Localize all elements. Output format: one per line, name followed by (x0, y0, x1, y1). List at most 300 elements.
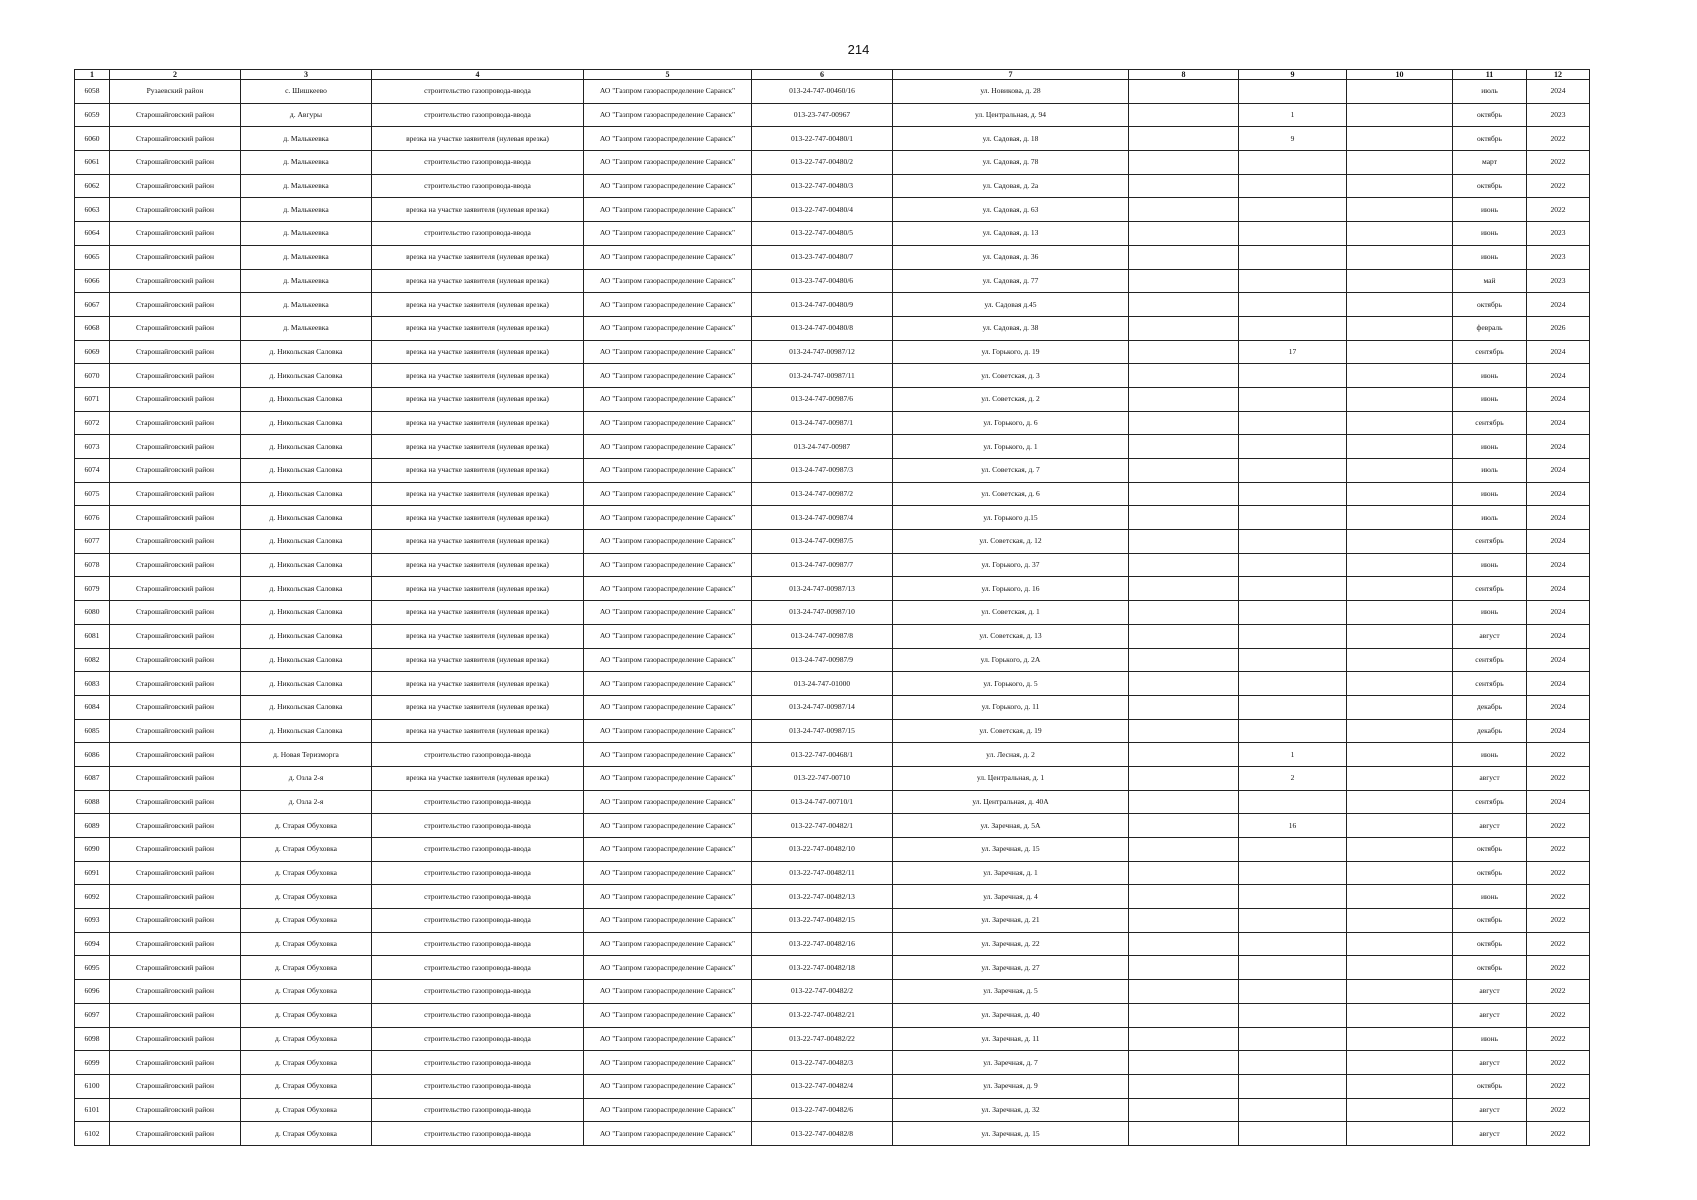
cell-settlement: д. Старая Обуховка (241, 814, 372, 838)
column-header-4: 4 (372, 70, 584, 80)
cell-col-9 (1239, 838, 1347, 862)
table-row (75, 435, 1590, 459)
cell-settlement: д. Малькеевка (241, 269, 372, 293)
cell-address: ул. Заречная, д. 21 (893, 909, 1129, 933)
table-row (75, 577, 1590, 601)
cell-month: сентябрь (1453, 672, 1527, 696)
cell-col-9 (1239, 269, 1347, 293)
cell-settlement: д. Старая Обуховка (241, 980, 372, 1004)
table-row (75, 719, 1590, 743)
cell-year: 2023 (1527, 222, 1590, 246)
cell-address: ул. Заречная, д. 15 (893, 838, 1129, 862)
cell-month: октябрь (1453, 127, 1527, 151)
cell-application-number: 013-22-747-00482/1 (752, 814, 893, 838)
cell-settlement: д. Малькеевка (241, 198, 372, 222)
cell-organization: АО "Газпром газораспределение Саранск" (584, 387, 752, 411)
cell-col-10 (1347, 387, 1453, 411)
cell-year: 2022 (1527, 861, 1590, 885)
cell-address: ул. Садовая, д. 13 (893, 222, 1129, 246)
cell-district: Старошайговский район (110, 909, 241, 933)
cell-address: ул. Заречная, д. 22 (893, 932, 1129, 956)
cell-address: ул. Горького, д. 6 (893, 411, 1129, 435)
cell-col-8 (1129, 1122, 1239, 1146)
cell-district: Старошайговский район (110, 269, 241, 293)
cell-address: ул. Садовая, д. 78 (893, 151, 1129, 175)
cell-organization: АО "Газпром газораспределение Саранск" (584, 956, 752, 980)
cell-settlement: д. Никольская Саловка (241, 340, 372, 364)
cell-year: 2023 (1527, 269, 1590, 293)
cell-district: Старошайговский район (110, 743, 241, 767)
cell-address: ул. Горького, д. 1 (893, 435, 1129, 459)
cell-organization: АО "Газпром газораспределение Саранск" (584, 530, 752, 554)
cell-work-type: врезка на участке заявителя (нулевая врезка) (372, 695, 584, 719)
column-header-8: 8 (1129, 70, 1239, 80)
cell-settlement: д. Старая Обуховка (241, 1074, 372, 1098)
table-row (75, 956, 1590, 980)
cell-row-number: 6070 (75, 364, 110, 388)
cell-year: 2024 (1527, 482, 1590, 506)
cell-organization: АО "Газпром газораспределение Саранск" (584, 790, 752, 814)
cell-year: 2022 (1527, 1122, 1590, 1146)
cell-month: июнь (1453, 245, 1527, 269)
table-row (75, 198, 1590, 222)
cell-application-number: 013-22-747-00482/3 (752, 1051, 893, 1075)
cell-year: 2024 (1527, 790, 1590, 814)
cell-col-9 (1239, 956, 1347, 980)
cell-month: июнь (1453, 885, 1527, 909)
table-row (75, 411, 1590, 435)
cell-work-type: врезка на участке заявителя (нулевая врезка) (372, 719, 584, 743)
table-row (75, 530, 1590, 554)
cell-application-number: 013-22-747-00482/13 (752, 885, 893, 909)
cell-col-10 (1347, 482, 1453, 506)
cell-address: ул. Советская, д. 7 (893, 459, 1129, 483)
cell-year: 2022 (1527, 174, 1590, 198)
cell-district: Старошайговский район (110, 245, 241, 269)
cell-col-8 (1129, 198, 1239, 222)
register-table (74, 69, 1590, 1146)
cell-organization: АО "Газпром газораспределение Саранск" (584, 601, 752, 625)
cell-month: сентябрь (1453, 411, 1527, 435)
cell-work-type: строительство газопровода-ввода (372, 980, 584, 1004)
cell-col-8 (1129, 861, 1239, 885)
cell-work-type: врезка на участке заявителя (нулевая врезка) (372, 482, 584, 506)
cell-col-10 (1347, 1122, 1453, 1146)
cell-settlement: д. Никольская Саловка (241, 482, 372, 506)
cell-col-8 (1129, 482, 1239, 506)
cell-col-8 (1129, 316, 1239, 340)
column-header-3: 3 (241, 70, 372, 80)
cell-work-type: строительство газопровода-ввода (372, 222, 584, 246)
cell-month: июль (1453, 506, 1527, 530)
cell-district: Старошайговский район (110, 364, 241, 388)
table-row (75, 1074, 1590, 1098)
cell-row-number: 6080 (75, 601, 110, 625)
cell-settlement: д. Старая Обуховка (241, 885, 372, 909)
cell-application-number: 013-24-747-00987/4 (752, 506, 893, 530)
cell-col-10 (1347, 364, 1453, 388)
cell-address: ул. Заречная, д. 40 (893, 1003, 1129, 1027)
table-row (75, 222, 1590, 246)
cell-organization: АО "Газпром газораспределение Саранск" (584, 1027, 752, 1051)
cell-work-type: врезка на участке заявителя (нулевая врезка) (372, 387, 584, 411)
cell-district: Старошайговский район (110, 174, 241, 198)
cell-settlement: д. Старая Обуховка (241, 1027, 372, 1051)
cell-address: ул. Заречная, д. 9 (893, 1074, 1129, 1098)
cell-year: 2024 (1527, 553, 1590, 577)
cell-settlement: д. Старая Обуховка (241, 909, 372, 933)
cell-col-9 (1239, 1051, 1347, 1075)
table-row (75, 127, 1590, 151)
cell-col-10 (1347, 1051, 1453, 1075)
cell-settlement: д. Никольская Саловка (241, 601, 372, 625)
cell-district: Старошайговский район (110, 222, 241, 246)
cell-col-9: 1 (1239, 743, 1347, 767)
cell-month: июнь (1453, 743, 1527, 767)
cell-year: 2024 (1527, 648, 1590, 672)
cell-work-type: строительство газопровода-ввода (372, 909, 584, 933)
cell-work-type: врезка на участке заявителя (нулевая врезка) (372, 459, 584, 483)
cell-col-10 (1347, 790, 1453, 814)
cell-col-9 (1239, 459, 1347, 483)
cell-organization: АО "Газпром газораспределение Саранск" (584, 245, 752, 269)
cell-col-10 (1347, 1098, 1453, 1122)
cell-col-8 (1129, 814, 1239, 838)
cell-district: Старошайговский район (110, 601, 241, 625)
cell-application-number: 013-23-747-00480/7 (752, 245, 893, 269)
cell-row-number: 6066 (75, 269, 110, 293)
table-body (75, 80, 1590, 1146)
cell-row-number: 6094 (75, 932, 110, 956)
cell-month: август (1453, 1122, 1527, 1146)
cell-district: Старошайговский район (110, 885, 241, 909)
cell-row-number: 6077 (75, 530, 110, 554)
cell-address: ул. Заречная, д. 32 (893, 1098, 1129, 1122)
cell-work-type: строительство газопровода-ввода (372, 790, 584, 814)
cell-address: ул. Советская, д. 3 (893, 364, 1129, 388)
cell-application-number: 013-24-747-00987 (752, 435, 893, 459)
table-row (75, 766, 1590, 790)
cell-settlement: д. Никольская Саловка (241, 435, 372, 459)
cell-month: июнь (1453, 387, 1527, 411)
column-header-7: 7 (893, 70, 1129, 80)
cell-row-number: 6069 (75, 340, 110, 364)
cell-col-8 (1129, 340, 1239, 364)
cell-col-9 (1239, 909, 1347, 933)
cell-application-number: 013-22-747-00482/6 (752, 1098, 893, 1122)
cell-district: Старошайговский район (110, 411, 241, 435)
cell-col-10 (1347, 814, 1453, 838)
cell-work-type: врезка на участке заявителя (нулевая врезка) (372, 624, 584, 648)
header-row (75, 70, 1590, 80)
cell-row-number: 6071 (75, 387, 110, 411)
cell-month: июнь (1453, 364, 1527, 388)
cell-organization: АО "Газпром газораспределение Саранск" (584, 459, 752, 483)
cell-month: октябрь (1453, 838, 1527, 862)
cell-work-type: врезка на участке заявителя (нулевая врезка) (372, 245, 584, 269)
cell-address: ул. Горького, д. 2А (893, 648, 1129, 672)
cell-year: 2022 (1527, 127, 1590, 151)
cell-year: 2022 (1527, 1051, 1590, 1075)
cell-year: 2024 (1527, 624, 1590, 648)
cell-col-8 (1129, 459, 1239, 483)
cell-address: ул. Садовая, д. 2а (893, 174, 1129, 198)
cell-settlement: д. Никольская Саловка (241, 459, 372, 483)
cell-row-number: 6064 (75, 222, 110, 246)
cell-application-number: 013-24-747-00987/13 (752, 577, 893, 601)
cell-month: июль (1453, 80, 1527, 104)
cell-col-8 (1129, 601, 1239, 625)
cell-address: ул. Заречная, д. 15 (893, 1122, 1129, 1146)
cell-organization: АО "Газпром газораспределение Саранск" (584, 814, 752, 838)
cell-col-8 (1129, 624, 1239, 648)
table-row (75, 885, 1590, 909)
cell-settlement: д. Никольская Саловка (241, 695, 372, 719)
cell-settlement: д. Озла 2-я (241, 766, 372, 790)
cell-settlement: д. Озла 2-я (241, 790, 372, 814)
table-row (75, 980, 1590, 1004)
cell-col-8 (1129, 790, 1239, 814)
cell-address: ул. Советская, д. 12 (893, 530, 1129, 554)
table-row (75, 151, 1590, 175)
cell-organization: АО "Газпром газораспределение Саранск" (584, 293, 752, 317)
cell-organization: АО "Газпром газораспределение Саранск" (584, 909, 752, 933)
cell-district: Старошайговский район (110, 459, 241, 483)
cell-organization: АО "Газпром газораспределение Саранск" (584, 80, 752, 104)
table-row (75, 269, 1590, 293)
cell-work-type: строительство газопровода-ввода (372, 151, 584, 175)
column-header-9: 9 (1239, 70, 1347, 80)
cell-year: 2024 (1527, 459, 1590, 483)
column-header-11: 11 (1453, 70, 1527, 80)
table-row (75, 174, 1590, 198)
cell-month: июнь (1453, 553, 1527, 577)
cell-row-number: 6059 (75, 103, 110, 127)
cell-district: Старошайговский район (110, 648, 241, 672)
cell-settlement: д. Старая Обуховка (241, 1098, 372, 1122)
cell-work-type: врезка на участке заявителя (нулевая врезка) (372, 577, 584, 601)
cell-address: ул. Заречная, д. 4 (893, 885, 1129, 909)
cell-work-type: строительство газопровода-ввода (372, 80, 584, 104)
cell-year: 2026 (1527, 316, 1590, 340)
cell-row-number: 6075 (75, 482, 110, 506)
cell-application-number: 013-24-747-00480/8 (752, 316, 893, 340)
cell-settlement: д. Новая Теризморга (241, 743, 372, 767)
cell-month: август (1453, 1098, 1527, 1122)
table-row (75, 601, 1590, 625)
cell-application-number: 013-24-747-00987/10 (752, 601, 893, 625)
cell-address: ул. Заречная, д. 1 (893, 861, 1129, 885)
cell-organization: АО "Газпром газораспределение Саранск" (584, 411, 752, 435)
cell-col-8 (1129, 766, 1239, 790)
cell-year: 2024 (1527, 411, 1590, 435)
cell-col-8 (1129, 435, 1239, 459)
cell-work-type: строительство газопровода-ввода (372, 174, 584, 198)
cell-col-9 (1239, 80, 1347, 104)
cell-row-number: 6083 (75, 672, 110, 696)
cell-district: Старошайговский район (110, 103, 241, 127)
cell-work-type: врезка на участке заявителя (нулевая врезка) (372, 364, 584, 388)
cell-month: сентябрь (1453, 577, 1527, 601)
column-header-10: 10 (1347, 70, 1453, 80)
cell-col-10 (1347, 1003, 1453, 1027)
cell-work-type: врезка на участке заявителя (нулевая врезка) (372, 316, 584, 340)
cell-col-9 (1239, 577, 1347, 601)
cell-year: 2022 (1527, 1074, 1590, 1098)
cell-work-type: врезка на участке заявителя (нулевая врезка) (372, 293, 584, 317)
cell-col-10 (1347, 932, 1453, 956)
cell-address: ул. Лесная, д. 2 (893, 743, 1129, 767)
table-row (75, 695, 1590, 719)
cell-district: Старошайговский район (110, 719, 241, 743)
cell-district: Старошайговский район (110, 127, 241, 151)
cell-col-8 (1129, 411, 1239, 435)
cell-organization: АО "Газпром газораспределение Саранск" (584, 174, 752, 198)
cell-row-number: 6096 (75, 980, 110, 1004)
cell-application-number: 013-22-747-00480/3 (752, 174, 893, 198)
cell-month: июнь (1453, 222, 1527, 246)
cell-district: Старошайговский район (110, 1098, 241, 1122)
cell-row-number: 6076 (75, 506, 110, 530)
table-row (75, 293, 1590, 317)
cell-work-type: врезка на участке заявителя (нулевая врезка) (372, 648, 584, 672)
cell-address: ул. Садовая, д. 36 (893, 245, 1129, 269)
cell-month: август (1453, 624, 1527, 648)
cell-work-type: строительство газопровода-ввода (372, 814, 584, 838)
cell-application-number: 013-22-747-00482/2 (752, 980, 893, 1004)
cell-district: Старошайговский район (110, 530, 241, 554)
cell-district: Старошайговский район (110, 980, 241, 1004)
cell-col-8 (1129, 553, 1239, 577)
table-row (75, 1122, 1590, 1146)
cell-col-8 (1129, 1027, 1239, 1051)
cell-application-number: 013-22-747-00482/4 (752, 1074, 893, 1098)
cell-settlement: д. Никольская Саловка (241, 506, 372, 530)
cell-address: ул. Заречная, д. 5А (893, 814, 1129, 838)
cell-organization: АО "Газпром газораспределение Саранск" (584, 577, 752, 601)
table-row (75, 648, 1590, 672)
cell-year: 2024 (1527, 435, 1590, 459)
cell-year: 2024 (1527, 601, 1590, 625)
cell-month: октябрь (1453, 932, 1527, 956)
cell-work-type: врезка на участке заявителя (нулевая врезка) (372, 530, 584, 554)
cell-application-number: 013-22-747-00480/5 (752, 222, 893, 246)
cell-row-number: 6087 (75, 766, 110, 790)
cell-col-10 (1347, 530, 1453, 554)
cell-organization: АО "Газпром газораспределение Саранск" (584, 861, 752, 885)
cell-address: ул. Садовая, д. 77 (893, 269, 1129, 293)
cell-col-10 (1347, 411, 1453, 435)
cell-application-number: 013-24-747-00987/5 (752, 530, 893, 554)
table-row (75, 316, 1590, 340)
table-row (75, 624, 1590, 648)
cell-col-10 (1347, 506, 1453, 530)
column-header-2: 2 (110, 70, 241, 80)
cell-year: 2022 (1527, 980, 1590, 1004)
cell-month: август (1453, 1051, 1527, 1075)
cell-col-8 (1129, 909, 1239, 933)
cell-district: Старошайговский район (110, 293, 241, 317)
cell-col-8 (1129, 222, 1239, 246)
cell-address: ул. Горького, д. 16 (893, 577, 1129, 601)
cell-col-9 (1239, 245, 1347, 269)
cell-col-10 (1347, 103, 1453, 127)
cell-year: 2024 (1527, 293, 1590, 317)
cell-address: ул. Советская, д. 13 (893, 624, 1129, 648)
cell-work-type: строительство газопровода-ввода (372, 1098, 584, 1122)
cell-address: ул. Советская, д. 1 (893, 601, 1129, 625)
cell-application-number: 013-23-747-00480/6 (752, 269, 893, 293)
cell-organization: АО "Газпром газораспределение Саранск" (584, 932, 752, 956)
cell-work-type: строительство газопровода-ввода (372, 1051, 584, 1075)
cell-work-type: врезка на участке заявителя (нулевая врезка) (372, 672, 584, 696)
cell-row-number: 6079 (75, 577, 110, 601)
cell-month: сентябрь (1453, 648, 1527, 672)
cell-organization: АО "Газпром газораспределение Саранск" (584, 1003, 752, 1027)
cell-col-10 (1347, 838, 1453, 862)
cell-application-number: 013-22-747-00482/21 (752, 1003, 893, 1027)
cell-application-number: 013-22-747-00482/16 (752, 932, 893, 956)
cell-application-number: 013-22-747-00480/4 (752, 198, 893, 222)
cell-district: Старошайговский район (110, 1051, 241, 1075)
cell-col-9 (1239, 411, 1347, 435)
cell-row-number: 6074 (75, 459, 110, 483)
cell-col-9 (1239, 932, 1347, 956)
cell-settlement: д. Малькеевка (241, 316, 372, 340)
cell-district: Старошайговский район (110, 624, 241, 648)
cell-month: октябрь (1453, 293, 1527, 317)
cell-district: Старошайговский район (110, 482, 241, 506)
cell-year: 2022 (1527, 885, 1590, 909)
cell-col-9 (1239, 624, 1347, 648)
cell-col-10 (1347, 648, 1453, 672)
cell-district: Старошайговский район (110, 1074, 241, 1098)
cell-address: ул. Садовая, д. 18 (893, 127, 1129, 151)
cell-year: 2024 (1527, 387, 1590, 411)
cell-col-8 (1129, 174, 1239, 198)
cell-organization: АО "Газпром газораспределение Саранск" (584, 553, 752, 577)
cell-col-10 (1347, 909, 1453, 933)
cell-organization: АО "Газпром газораспределение Саранск" (584, 1074, 752, 1098)
cell-col-8 (1129, 932, 1239, 956)
cell-settlement: д. Малькеевка (241, 174, 372, 198)
cell-col-9 (1239, 174, 1347, 198)
cell-month: август (1453, 980, 1527, 1004)
cell-settlement: д. Старая Обуховка (241, 1122, 372, 1146)
cell-col-10 (1347, 293, 1453, 317)
cell-row-number: 6092 (75, 885, 110, 909)
cell-col-9 (1239, 861, 1347, 885)
cell-address: ул. Заречная, д. 5 (893, 980, 1129, 1004)
cell-col-9 (1239, 980, 1347, 1004)
cell-organization: АО "Газпром газораспределение Саранск" (584, 127, 752, 151)
cell-application-number: 013-23-747-00967 (752, 103, 893, 127)
cell-col-10 (1347, 127, 1453, 151)
cell-settlement: д. Никольская Саловка (241, 411, 372, 435)
cell-application-number: 013-22-747-00482/15 (752, 909, 893, 933)
cell-work-type: строительство газопровода-ввода (372, 1074, 584, 1098)
cell-application-number: 013-22-747-00468/1 (752, 743, 893, 767)
cell-col-8 (1129, 1098, 1239, 1122)
cell-work-type: строительство газопровода-ввода (372, 838, 584, 862)
cell-settlement: д. Старая Обуховка (241, 861, 372, 885)
cell-district: Старошайговский район (110, 1027, 241, 1051)
cell-year: 2024 (1527, 340, 1590, 364)
cell-col-8 (1129, 269, 1239, 293)
cell-col-9: 1 (1239, 103, 1347, 127)
cell-work-type: строительство газопровода-ввода (372, 956, 584, 980)
table-row (75, 459, 1590, 483)
